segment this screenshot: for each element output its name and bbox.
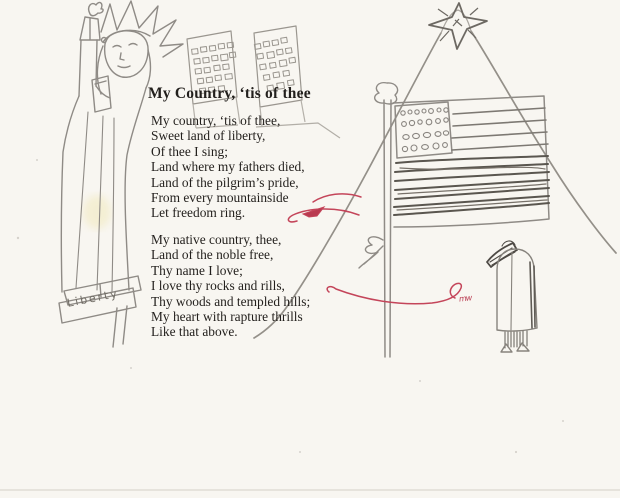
poem-line: My heart with rapture thrills [151, 309, 303, 325]
poem-title: My Country, ‘tis of thee [148, 85, 311, 102]
scanner-edge-line [0, 489, 620, 491]
poem-line: Sweet land of liberty, [151, 128, 266, 144]
flag-stripes-lower [394, 156, 549, 215]
poem-line: My country, ‘tis of thee, [151, 113, 281, 128]
statue-crown [101, 1, 183, 57]
poem-stanza-2 [151, 232, 310, 340]
flag-stripes-upper [452, 108, 548, 150]
poem-line: My native country, thee, [151, 232, 282, 247]
poem-line: Land of the pilgrim’s pride, [151, 174, 299, 190]
person-drawing [487, 241, 537, 352]
red-arrowhead [303, 207, 324, 217]
poem-line: From every mountainside [151, 190, 289, 206]
american-flag-drawing [359, 83, 549, 357]
poem-stanza-1 [151, 113, 305, 221]
building-right [254, 26, 305, 126]
red-arrow-right [327, 283, 461, 303]
poem-line: Let freedom ring. [151, 205, 246, 221]
flag-stars [401, 108, 449, 152]
poem-line: Thy woods and templed hills; [151, 293, 311, 309]
statue-face [105, 31, 148, 77]
statue-arm [79, 40, 97, 96]
liberty-sign-label: Liberty [66, 287, 120, 310]
poem-line: Thy name I love; [151, 262, 243, 278]
poem-line: I love thy rocks and rills, [151, 278, 285, 294]
poem-line: Land where my fathers died, [151, 159, 305, 175]
flagpole-knot [359, 237, 383, 268]
torch-icon [80, 2, 103, 40]
yellow-smudge [83, 195, 111, 229]
poem-line: Land of the noble free, [151, 247, 274, 263]
statue-robe [61, 86, 146, 292]
poem-line: Of thee I sing; [151, 143, 228, 159]
red-scribble: mw [458, 293, 472, 304]
flagpole-finial [375, 83, 398, 104]
poem-line: Like that above. [151, 324, 238, 340]
